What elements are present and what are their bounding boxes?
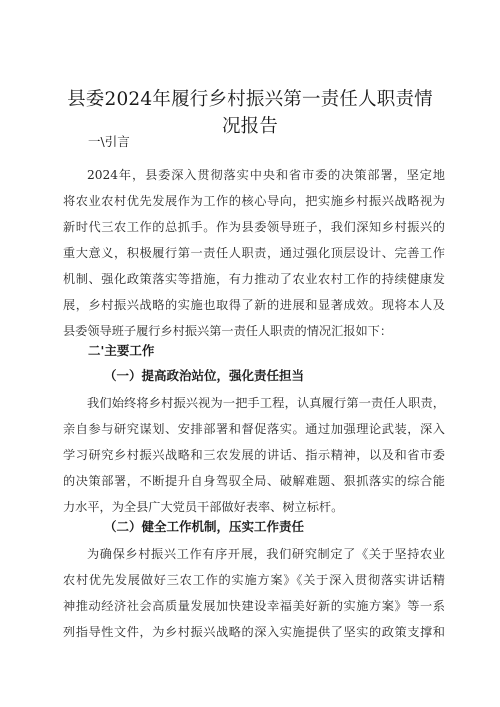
paragraph-line: 农村优先发展做好三农工作的实施方案》《关于深入贯彻落实讲话精 [63,573,445,587]
paragraph-line: 展，乡村振兴战略的实施也取得了新的进展和显著成效。现将本人及 [63,298,445,312]
paragraph-line: 神推动经济社会高质量发展加快建设幸福美好新的实施方案》等一系 [63,599,445,613]
section-2-heading: 二'主要工作 [88,343,155,358]
section-1-heading: 一\引言 [88,134,130,149]
paragraph-line: 将农业农村优先发展作为工作的核心导向，把实施乡村振兴战略视为 [63,194,445,208]
subsection-1-paragraph [63,390,445,520]
title-line-1: 县委2024年履行乡村振兴第一责任人职责情 [67,89,433,110]
paragraph-line: 机制、强化政策落实等措施，有力推动了农业农村工作的持续健康发 [63,272,445,286]
paragraph-line: 县委领导班子履行乡村振兴第一责任人职责的情况汇报如下： [63,324,393,338]
paragraph-line: 重大意义，积极履行第一责任人职责，通过强化顶层设计、完善工作 [63,246,445,260]
paragraph-line: 我们始终将乡村振兴视为一把手工程，认真履行第一责任人职责， [87,396,445,410]
paragraph-line: 学习研究乡村振兴战略和三农发展的讲话、指示精神，以及和省市委 [63,448,445,462]
section-1-paragraph [63,162,445,344]
paragraph-line: 新时代三农工作的总抓手。作为县委领导班子，我们深知乡村振兴的 [63,220,445,234]
title-line-2: 况报告 [221,116,279,137]
paragraph-line: 的决策部署，不断提升自身驾驭全局、破解难题、狠抓落实的综合能 [63,474,445,488]
paragraph-line: 列指导性文件，为乡村振兴战略的深入实施提供了坚实的政策支撑和 [63,625,445,639]
subsection-2-paragraph [63,541,445,645]
paragraph-line: 为确保乡村振兴工作有序开展，我们研究制定了《关于坚持农业 [87,547,445,561]
subsection-2-heading: （二）健全工作机制，压实工作责任 [104,519,305,534]
subsection-1-heading: （一）提高政治站位，强化责任担当 [104,368,305,383]
paragraph-line: 亲自参与研究谋划、安排部署和督促落实。通过加强理论武装，深入 [63,422,445,436]
paragraph-line: 力水平，为全县广大党员干部做好表率、树立标杆。 [63,500,344,514]
paragraph-line: 2024年，县委深入贯彻落实中央和省市委的决策部署，坚定地 [87,168,445,182]
